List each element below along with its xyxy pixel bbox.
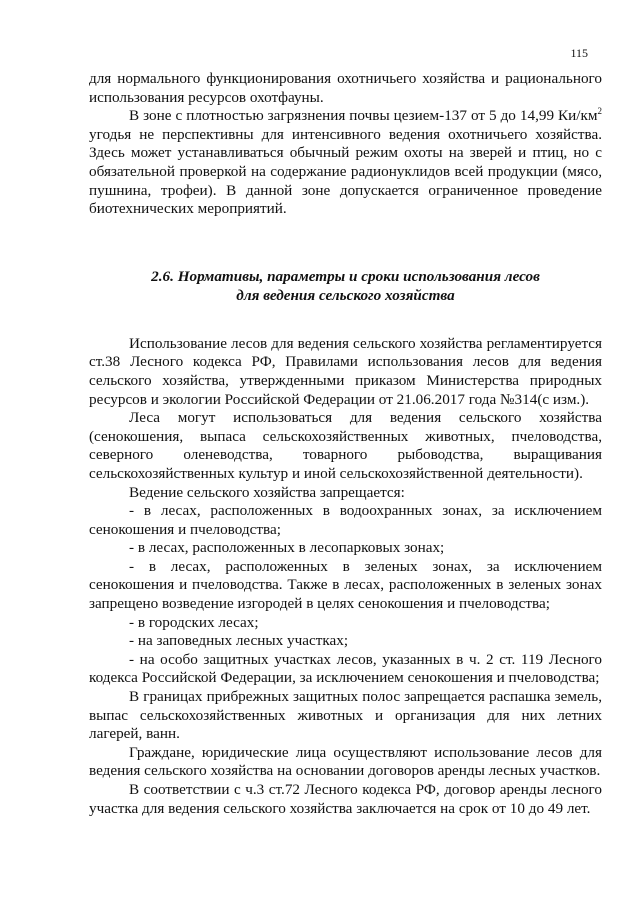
paragraph-regulation: Использование лесов для ведения сельского хозяйства регламентируется ст.38 Лесного кодекса РФ, Правилами использования лесов для ведения сельского хозяйства, утвержденными приказом Министерства природных ресурсов и экологии Российской Федерации от 21.06.2017 года №314(с изм.).	[89, 334, 602, 408]
superscript-2: 2	[597, 106, 602, 117]
paragraph-lease-term: В соответствии с ч.3 ст.72 Лесного кодекса РФ, договор аренды лесного участка для ведения сельского хозяйства заключается на срок от 10 до 49 лет.	[89, 781, 602, 817]
paragraph-prohibited-intro: Ведение сельского хозяйства запрещается:	[129, 483, 405, 501]
section-heading	[89, 267, 602, 305]
list-item-urban-forests: - в городских лесах;	[129, 613, 259, 631]
paragraph-continued: для нормального функционирования охотничьего хозяйства и рационального использования ресурсов охотфауны.	[89, 70, 602, 106]
document-body	[89, 70, 602, 818]
list-item-forest-park: - в лесах, расположенных в лесопарковых зонах;	[129, 539, 445, 557]
paragraph-coastal-strips: В границах прибрежных защитных полос запрещается распашка земель, выпас сельскохозяйственных животных и организация для них летних лагерей, ванн.	[89, 688, 602, 743]
zone-text-start: В зоне с плотностью загрязнения почвы цезием-137 от 5 до 14,99 Ки/км	[129, 107, 598, 125]
list-item-reserved-plots: - на заповедных лесных участках;	[129, 632, 349, 650]
paragraph-contamination-zone	[89, 107, 602, 219]
list-item-green-zones: - в лесах, расположенных в зеленых зонах, за исключением сенокошения и пчеловодства. Также в лесах, расположенных в зеленых зонах запрещено возведение изгородей в целях сенокошения и пчеловодства;	[89, 557, 602, 613]
section-heading-line1: 2.6. Нормативы, параметры и сроки использования лесов	[151, 267, 540, 285]
list-item-protected-plots: - на особо защитных участках лесов, указанных в ч. 2 ст. 119 Лесного кодекса Российской Федерации, за исключением сенокошения и пчеловодства;	[89, 650, 602, 687]
paragraph-lease-basis: Граждане, юридические лица осуществляют использование лесов для ведения сельского хозяйства на основании договоров аренды лесных участков.	[89, 743, 602, 780]
page-number: 115	[570, 46, 588, 60]
zone-text-end: угодья не перспективны для интенсивного ведения охотничьего хозяйства. Здесь может устанавливаться обычный режим охоты на зверей и птиц, но с обязательной проверкой на содержание радионуклидов всей продукции (мясо, пушнина, трофеи). В данной зоне допускается ограниченное проведение биотехнических мероприятий.	[89, 125, 602, 218]
paragraph-forest-uses: Леса могут использоваться для ведения сельского хозяйства (сенокошения, выпаса сельскохозяйственных животных, пчеловодства, северного оленеводства, товарного рыбоводства, выращивания сельскохозяйственных культур и иной сельскохозяйственной деятельности).	[89, 409, 602, 482]
list-item-water-protection: - в лесах, расположенных в водоохранных зонах, за исключением сенокошения и пчеловодства;	[89, 502, 602, 538]
section-heading-line2: для ведения сельского хозяйства	[236, 286, 455, 304]
